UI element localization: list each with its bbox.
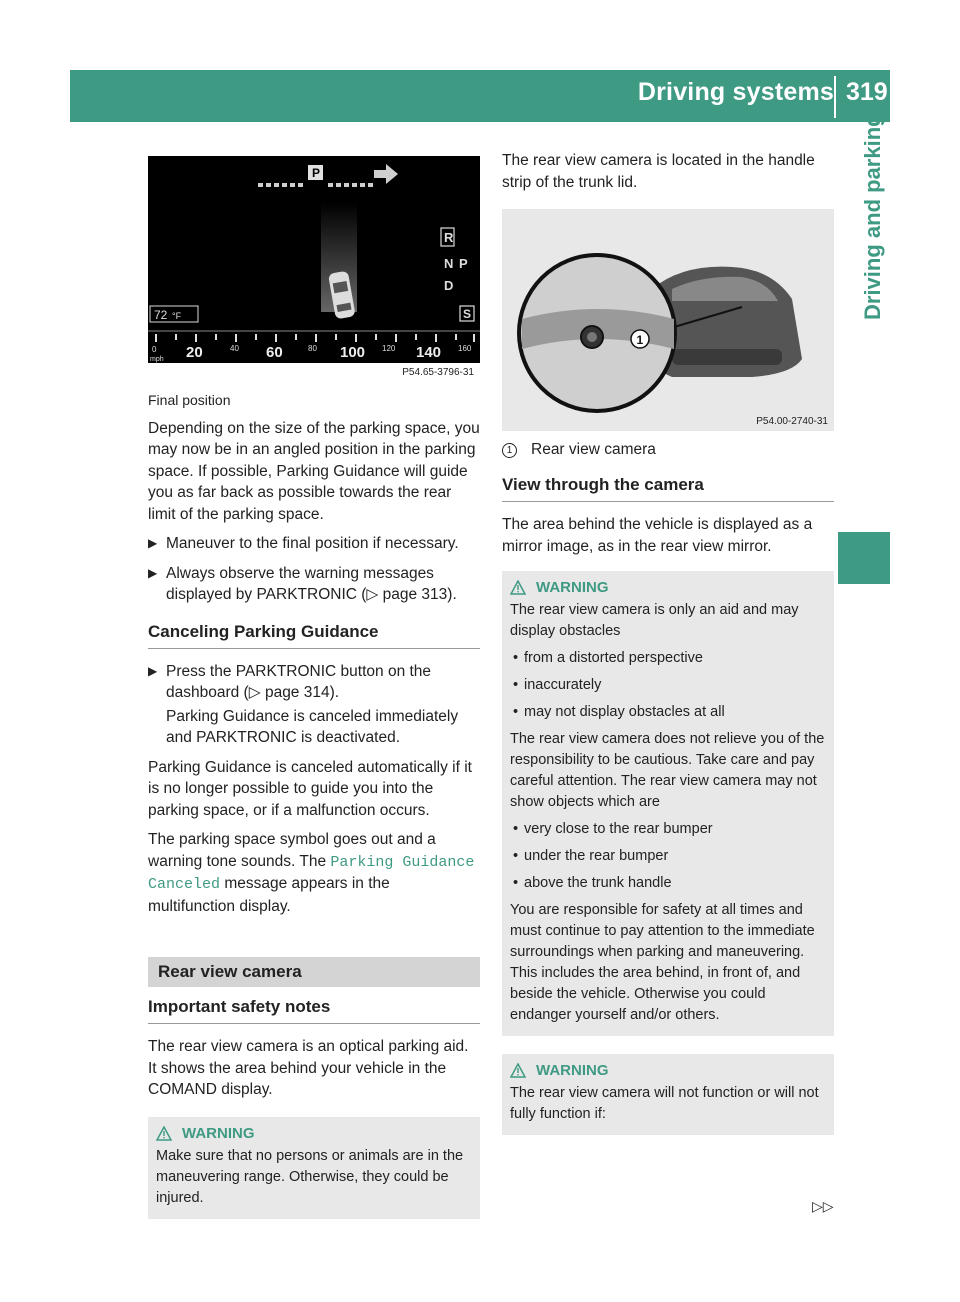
figure-caption: Final position xyxy=(148,392,231,408)
list-item: • under the rear bumper xyxy=(513,848,669,864)
warning-box xyxy=(148,1117,480,1219)
step-arrow-icon: ▶ xyxy=(148,536,158,550)
speed-minor-80: 80 xyxy=(308,344,317,353)
warning-box xyxy=(502,1054,834,1135)
callout-marker: 1 xyxy=(502,443,517,458)
section-heading: Canceling Parking Guidance xyxy=(148,622,480,649)
paragraph: The rear view camera is an optical parking aid. It shows the area behind your vehicle in the COMAND display. xyxy=(148,1038,469,1098)
figure-code: P54.00-2740-31 xyxy=(756,416,828,427)
section-heading: Important safety notes xyxy=(148,997,480,1024)
warning-icon xyxy=(510,1063,526,1078)
section-band: Rear view camera xyxy=(148,957,480,987)
direction-arrow-icon xyxy=(374,164,398,184)
step-item: ▶ Always observe the warning messages displayed by PARKTRONIC (▷ page 313). xyxy=(148,564,457,603)
warning-text: The rear view camera does not relieve you of the responsibility to be cautious. Take care and pay careful attention. The rear view camera may not show objects which are xyxy=(510,731,825,810)
temp-unit: °F xyxy=(172,311,182,321)
list-item: • inaccurately xyxy=(513,677,602,693)
left-column xyxy=(148,150,480,1219)
temp-value: 72 xyxy=(154,308,168,322)
gear-s: S xyxy=(463,307,472,321)
warning-box xyxy=(502,571,834,1036)
speed-minor-160: 160 xyxy=(458,344,472,353)
rear-camera-illustration xyxy=(502,209,834,431)
list-item: • very close to the rear bumper xyxy=(513,821,713,837)
side-tab-marker xyxy=(838,532,890,584)
callout-number: 1 xyxy=(636,333,644,347)
paragraph: Parking Guidance is canceled automatically if it is no longer possible to guide you into the parking space, or if a malfunction occurs. xyxy=(148,758,472,819)
warning-icon xyxy=(156,1126,172,1141)
paragraph: Depending on the size of the parking space, you may now be in an angled position in the parking space. If possible, Parking Guidance will guide you as far back as possible towards the rear limit of the parking space. xyxy=(148,419,480,523)
callout-legend: 1 Rear view camera xyxy=(502,441,834,459)
speed-unit: mph xyxy=(150,356,164,363)
paragraph: The parking space symbol goes out and a warning tone sounds. The Parking Guidance Canceled message appears in the multifunction display. xyxy=(148,831,475,915)
warning-title: WARNING xyxy=(510,579,826,596)
page-title: Driving systems xyxy=(637,78,834,106)
paragraph: The area behind the vehicle is displayed as a mirror image, as in the rear view mirror. xyxy=(502,516,813,555)
speed-major-20: 20 xyxy=(186,344,203,361)
section-heading: View through the camera xyxy=(502,475,834,502)
speed-minor-40: 40 xyxy=(230,344,239,353)
speed-major-60: 60 xyxy=(266,344,283,361)
warning-text: You are responsible for safety at all times and must continue to pay attention to the immediate surroundings when parking and maneuvering. This includes the area behind, in front of, and beside the vehicle. Otherwise you could endanger yourself and/or others. xyxy=(510,902,815,1023)
warning-text: Make sure that no persons or animals are in the maneuvering range. Otherwise, they could be injured. xyxy=(156,1147,464,1206)
warning-text: The rear view camera is only an aid and may display obstacles xyxy=(510,602,799,639)
speed-major-100: 100 xyxy=(340,344,366,361)
step-result: Parking Guidance is canceled immediately and PARKTRONIC is deactivated. xyxy=(166,707,459,746)
step-arrow-icon: ▶ xyxy=(148,565,158,580)
speed-minor-120: 120 xyxy=(382,344,396,353)
speed-major-140: 140 xyxy=(416,344,442,361)
right-column xyxy=(502,150,834,1135)
display-message: Parking Guidance Canceled xyxy=(148,853,475,893)
warning-title: WARNING xyxy=(510,1062,826,1079)
step-arrow-icon: ▶ xyxy=(148,663,158,678)
list-item: • from a distorted perspective xyxy=(513,650,703,666)
gear-n: N xyxy=(444,256,454,271)
warning-icon xyxy=(510,580,526,595)
list-item: • may not display obstacles at all xyxy=(513,704,725,720)
figure-code: P54.65-3796-31 xyxy=(402,367,474,378)
step-item: ▶ Maneuver to the final position if necessary. xyxy=(148,533,480,555)
speed-minor-0: 0 xyxy=(152,345,157,354)
continued-icon: ▷▷ xyxy=(812,1198,834,1214)
warning-text: The rear view camera will not function or will not fully function if: xyxy=(510,1085,819,1122)
paragraph: The rear view camera is located in the handle strip of the trunk lid. xyxy=(502,152,815,191)
gear-p: P xyxy=(459,256,468,271)
instrument-cluster-illustration xyxy=(148,156,480,382)
step-item: ▶ Press the PARKTRONIC button on the dashboard (▷ page 314). xyxy=(148,662,432,701)
header-divider xyxy=(834,76,836,118)
dashboard-figure xyxy=(148,156,480,382)
gear-d: D xyxy=(444,278,454,293)
gear-r: R xyxy=(444,230,454,245)
page-number: 319 xyxy=(846,78,888,106)
side-tab-label: Driving and parking xyxy=(860,113,885,320)
warning-title: WARNING xyxy=(156,1125,472,1142)
park-symbol: P xyxy=(312,166,321,180)
camera-figure xyxy=(502,209,834,431)
list-item: • above the trunk handle xyxy=(513,875,672,891)
